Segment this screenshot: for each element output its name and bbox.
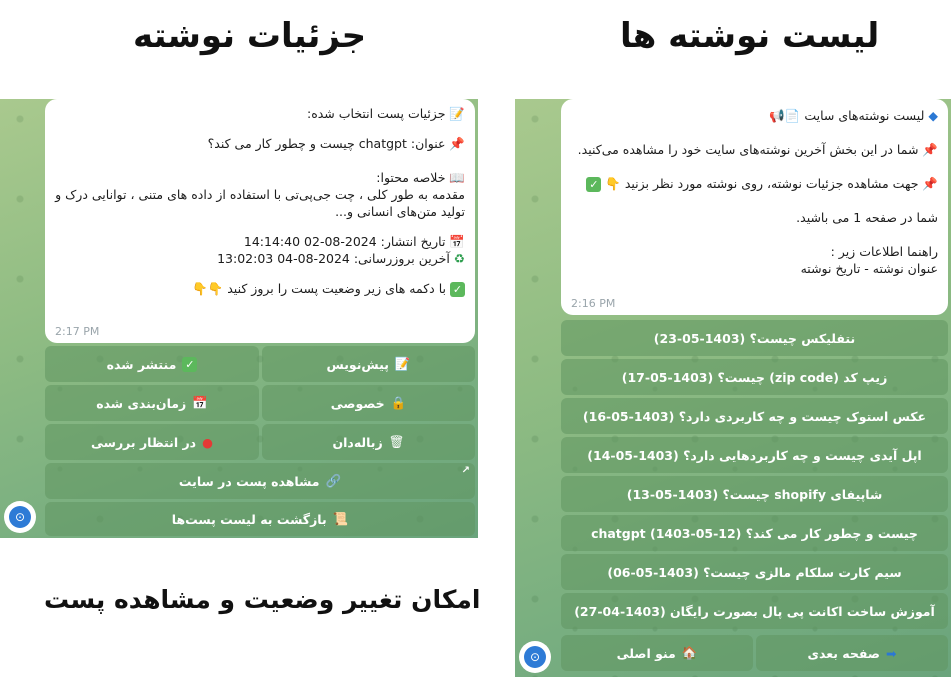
back-to-list-button[interactable] xyxy=(45,502,475,536)
list-chat-panel xyxy=(515,99,951,677)
detail-chat-panel xyxy=(0,99,478,538)
trash-label: زباله‌دان xyxy=(332,434,383,450)
memo-icon: 📝 xyxy=(394,356,411,371)
post-button-4[interactable]: اپل آیدی چیست و چه کاربردهایی دارد؟ (1403-05-14) xyxy=(561,437,948,473)
pending-label: در انتظار بررسی xyxy=(91,434,197,450)
calendar-icon: 📅 xyxy=(192,395,208,410)
page-info: شما در صفحه 1 می باشید. xyxy=(796,210,938,225)
check-mark-icon: ✓ xyxy=(182,357,197,372)
guide-value: عنوان نوشته - تاریخ نوشته xyxy=(800,261,938,276)
private-button[interactable] xyxy=(262,385,475,421)
check-mark-icon: ✓ xyxy=(586,177,601,192)
megaphone-icon: 📄📢 xyxy=(769,108,801,123)
list-message-bubble xyxy=(561,99,948,315)
pointing-down-icon: 👇👇 xyxy=(192,281,224,296)
guide-label: راهنما اطلاعات زیر : xyxy=(830,244,938,259)
list-heading: لیست نوشته ها xyxy=(620,16,880,56)
post-button-2[interactable]: زیپ کد (zip code) چیست؟ (1403-05-17) xyxy=(561,359,948,395)
published-label: منتشر شده xyxy=(106,356,177,372)
robot-icon: ⊙ xyxy=(524,646,546,668)
post-button-3[interactable]: عکس استوک چیست و چه کاربردی دارد؟ (1403-05-16) xyxy=(561,398,948,434)
private-label: خصوصی xyxy=(330,395,385,411)
calendar-icon: 📅 xyxy=(449,234,465,249)
check-mark-icon: ✓ xyxy=(450,282,465,297)
summary-line-2: تولید متن‌های انسانی و... xyxy=(335,204,465,219)
message-time: 2:16 PM xyxy=(571,297,616,310)
detail-message-bubble xyxy=(45,99,475,343)
draft-label: پیش‌نویس xyxy=(326,356,389,372)
next-page-button[interactable] xyxy=(756,635,948,671)
pushpin-icon: 📌 xyxy=(922,142,938,157)
draft-button[interactable] xyxy=(262,346,475,382)
message-time: 2:17 PM xyxy=(55,325,100,338)
detail-instruction: با دکمه های زیر وضعیت پست را بروز کنید xyxy=(227,281,447,296)
view-on-site-button[interactable] xyxy=(45,463,475,499)
published-date: تاریخ انتشار: 2024-08-02 14:14:40 xyxy=(243,234,446,249)
pointing-down-icon: 👇 xyxy=(605,176,621,191)
back-to-list-label: بازگشت به لیست پست‌ها xyxy=(171,511,327,527)
lock-icon: 🔒 xyxy=(390,395,407,410)
updated-date: آخرین بروزرسانی: 2024-08-04 13:02:03 xyxy=(217,251,450,266)
external-link-icon: ↗ xyxy=(461,465,470,476)
bot-avatar[interactable] xyxy=(519,641,551,673)
book-icon: 📖 xyxy=(449,170,465,185)
post-button-5[interactable]: شاپیفای shopify چیست؟ (1403-05-13) xyxy=(561,476,948,512)
blue-diamond-icon: ◆ xyxy=(928,108,938,123)
pushpin-icon: 📌 xyxy=(922,176,938,191)
caption-heading: امکان تغییر وضعیت و مشاهده پست xyxy=(44,585,481,614)
right-arrow-icon: ➡ xyxy=(885,645,897,661)
list-line-1: شما در این بخش آخرین نوشته‌های سایت خود را مشاهده می‌کنید. xyxy=(577,142,919,157)
pushpin-icon: 📌 xyxy=(449,136,465,151)
memo-icon: 📝 xyxy=(449,106,465,121)
scheduled-button[interactable] xyxy=(45,385,259,421)
robot-icon: ⊙ xyxy=(9,506,31,528)
scheduled-label: زمان‌بندی شده xyxy=(96,395,187,411)
detail-subject: عنوان: chatgpt چیست و چطور کار می کند؟ xyxy=(207,136,446,151)
detail-heading: جزئیات نوشته xyxy=(133,16,367,56)
recycle-icon: ♻ xyxy=(453,251,465,266)
post-button-6[interactable]: چیست و چطور کار می کند؟ chatgpt (1403-05-12) xyxy=(561,515,948,551)
wastebasket-icon: 🗑 xyxy=(388,434,405,449)
published-button[interactable] xyxy=(45,346,259,382)
scroll-icon: 📜 xyxy=(332,511,349,526)
pending-button[interactable] xyxy=(45,424,259,460)
main-menu-label: منو اصلی xyxy=(616,645,676,661)
post-button-1[interactable]: نتفلیکس چیست؟ (1403-05-23) xyxy=(561,320,948,356)
post-button-8[interactable]: آموزش ساخت اکانت پی پال بصورت رایگان (1403-04-27) xyxy=(561,593,948,629)
detail-title: جزئیات پست انتخاب شده: xyxy=(306,106,446,121)
summary-label: خلاصه محتوا: xyxy=(376,170,446,185)
list-line-2: جهت مشاهده جزئیات نوشته، روی نوشته مورد نظر بزنید xyxy=(624,176,919,191)
paperclip-icon: 🔗 xyxy=(325,473,342,488)
trash-button[interactable] xyxy=(262,424,475,460)
bot-avatar[interactable] xyxy=(4,501,36,533)
summary-line-1: مقدمه به طور کلی ، چت جی‌پی‌تی با استفاده از داده های متنی ، توانایی درک و xyxy=(55,187,465,202)
red-circle-icon: ● xyxy=(202,434,213,450)
post-button-7[interactable]: سیم کارت سلکام مالزی چیست؟ (1403-05-06) xyxy=(561,554,948,590)
list-title: لیست نوشته‌های سایت xyxy=(804,108,925,123)
house-icon: 🏠 xyxy=(681,645,698,660)
view-on-site-label: مشاهده پست در سایت xyxy=(178,473,320,489)
next-page-label: صفحه بعدی xyxy=(807,645,880,661)
main-menu-button[interactable] xyxy=(561,635,753,671)
